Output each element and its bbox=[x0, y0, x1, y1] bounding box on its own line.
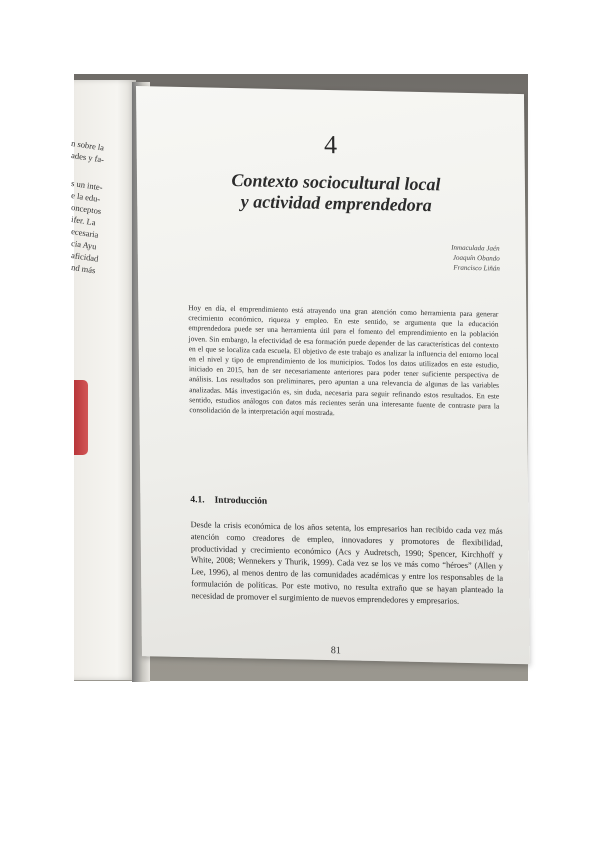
left-page-fragment: ecesaria bbox=[70, 226, 100, 240]
left-page-fragment: ifer. La bbox=[70, 214, 97, 228]
left-page-fragment: cia Ayu bbox=[70, 238, 98, 252]
right-page bbox=[136, 86, 530, 664]
chapter-number: 4 bbox=[323, 129, 338, 160]
body-paragraph: Desde la crisis económica de los años setenta, los empresarios han recibido cada vez más atención como creadores de empleo, innovadores y promotores de flexibilidad, productividad y crecimiento económico (Acs y Audretsch, 1990; Spencer, Kirchhoff y White, 2008; Wennekers y Thurik, 1999). Cada vez se los ve más como “héroes” (Allen y Lee, 1996), al menos dentro de las comunidades académicas y entre los responsables de la formulación de políticas. Por este motivo, no resulta extraño que se hayan planteado la necesidad de promover el surgimiento de nuevos emprendedores y empresarios. bbox=[190, 520, 504, 606]
section-heading bbox=[190, 495, 267, 507]
chapter-title-line: y actividad emprendedora bbox=[240, 191, 432, 216]
left-page bbox=[70, 80, 136, 680]
left-page-fragment: nd más bbox=[70, 262, 97, 276]
chapter-title bbox=[177, 169, 495, 218]
left-page-fragment: aficidad bbox=[70, 250, 100, 264]
author-name: Joaquín Obando bbox=[452, 253, 500, 263]
section-title: Introducción bbox=[214, 495, 268, 507]
author-name: Inmaculada Jaén bbox=[451, 243, 500, 253]
left-page-fragment: e la edu- bbox=[70, 190, 101, 204]
left-page-fragment: ades y fa- bbox=[70, 150, 105, 165]
author-name: Francisco Liñán bbox=[453, 263, 500, 273]
book-photo bbox=[70, 74, 528, 681]
left-page-fragment: n sobre la bbox=[70, 138, 105, 153]
section-number: 4.1. bbox=[190, 495, 205, 506]
chapter-title-line: Contexto sociocultural local bbox=[231, 170, 441, 195]
left-page-fragment: onceptos bbox=[70, 202, 102, 217]
page-number: 81 bbox=[330, 645, 341, 657]
author-list bbox=[451, 243, 500, 274]
red-object bbox=[74, 380, 88, 455]
chapter-abstract: Hoy en día, el emprendimiento está atrayendo una gran atención como herramienta para generar crecimiento económico, riqueza y empleo. En este sentido, se argumenta que la educación emprendedora puede ser una herramienta útil para el fomento del emprendimiento en la población joven. Sin embargo, la efectividad de esa formación puede depender de las características del contexto en el que se localiza cada escuela. El objetivo de este trabajo es analizar la influencia del entorno local en el nivel y tipo de emprendimiento de los municipios. Todos los datos utilizados en este estudio, iniciado en 2015, han de ser necesariamente anteriores para poder tener suficiente perspectiva de análisis. Los resultados son preliminares, pero apuntan a una relevancia de algunas de las variables analizadas. Más investigación es, sin duda, necesaria para seguir refinando estos resultados. En este sentido, estudios análogos con datos más recientes serán una interesante fuente de contraste para la consolidación de la interpretación aquí mostrada. bbox=[188, 303, 500, 418]
left-page-fragment: s un inte- bbox=[70, 178, 104, 193]
